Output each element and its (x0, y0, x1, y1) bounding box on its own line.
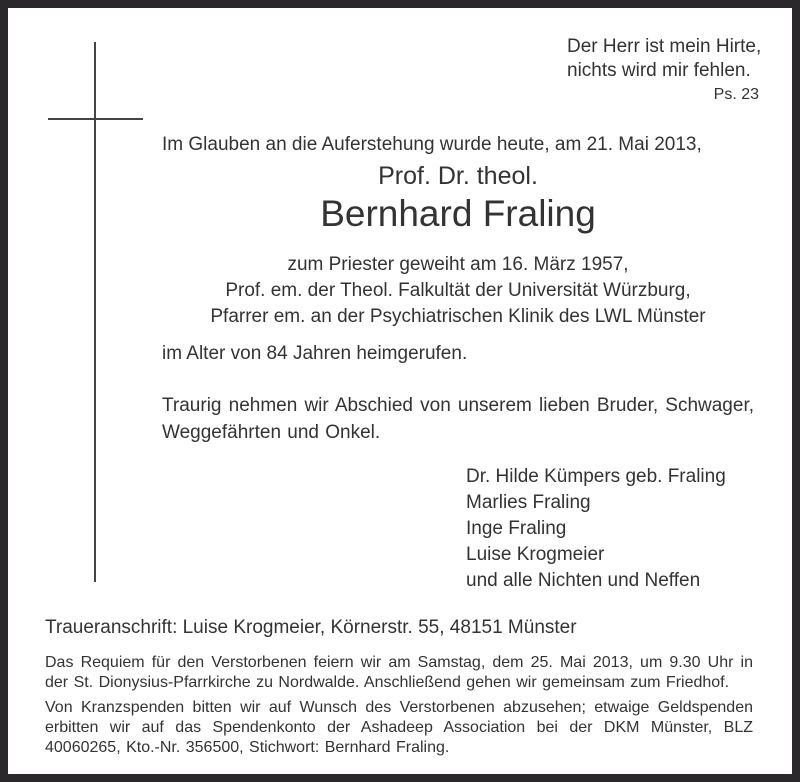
psalm-line-1: Der Herr ist mein Hirte, (567, 36, 762, 57)
donation-paragraph: Von Kranzspenden bitten wir auf Wunsch des Verstorbenen abzusehen; etwaige Geldspenden erbitten wir auf das Spendenkonto der Ashadeep Association bei der DKM Münster, BLZ 40060265, Kto.-Nr. 356500, Stichwort: Bernhard Fraling. (45, 699, 753, 756)
mourning-statement: Traurig nehmen wir Abschied von unserem lieben Bruder, Schwager, Weggefährten und Onkel. (162, 395, 754, 443)
biography-block (162, 252, 754, 330)
bio-line-pfarrer: Pfarrer em. an der Psychiatrischen Klinik des LWL Münster (210, 306, 706, 327)
mourners-list (466, 464, 726, 594)
intro-line: Im Glauben an die Auferstehung wurde heute, am 21. Mai 2013, (162, 134, 702, 155)
bio-line-professor: Prof. em. der Theol. Falkultät der Universität Würzburg, (225, 280, 691, 301)
mourner-name: Dr. Hilde Kümpers geb. Fraling (466, 466, 726, 487)
mourner-name: Marlies Fraling (466, 492, 591, 513)
mourning-address-line: Traueranschrift: Luise Krogmeier, Körnerstr. 55, 48151 Münster (45, 617, 577, 638)
cross-horizontal-bar (48, 118, 143, 120)
psalm-line-2: nichts wird mir fehlen. (567, 60, 751, 81)
bio-line-ordination: zum Priester geweiht am 16. März 1957, (287, 254, 629, 275)
mourner-name: und alle Nichten und Neffen (466, 570, 701, 591)
psalm-quote (567, 35, 762, 107)
cross-vertical-bar (94, 42, 96, 582)
mourner-name: Luise Krogmeier (466, 544, 605, 565)
age-line: im Alter von 84 Jahren heimgerufen. (162, 343, 468, 364)
deceased-title: Prof. Dr. theol. (378, 162, 538, 190)
requiem-paragraph: Das Requiem für den Verstorbenen feiern wir am Samstag, dem 25. Mai 2013, um 9.30 Uhr in der St. Dionysius-Pfarrkirche zu Nordwalde. Anschließend gehen wir gemeinsam zum Friedhof. (45, 654, 753, 691)
deceased-name: Bernhard Fraling (320, 193, 596, 234)
mourner-name: Inge Fraling (466, 518, 567, 539)
psalm-source: Ps. 23 (713, 86, 759, 103)
